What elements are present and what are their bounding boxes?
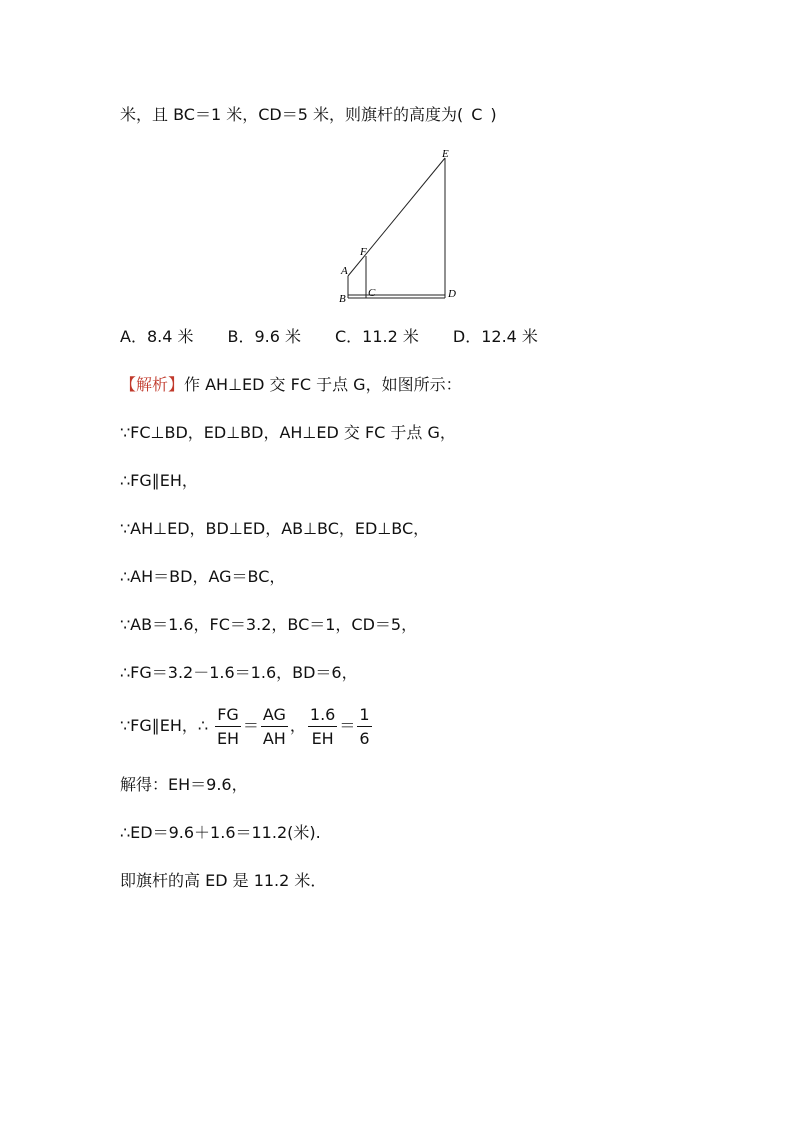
options-row — [120, 326, 572, 348]
label-a: A — [341, 265, 348, 277]
solution-line: ∵FC⊥BD，ED⊥BD，AH⊥ED 交 FC 于点 G， — [120, 423, 456, 442]
question-close: ) — [490, 105, 497, 124]
solution-result: ∴ED＝9.6＋1.6＝11.2(米). — [120, 823, 321, 842]
solution-intro-text: 作 AH⊥ED 交 FC 于点 G，如图所示： — [184, 375, 462, 394]
solution-intro — [120, 374, 462, 396]
ratio-prefix: ∵FG∥EH，∴ — [120, 716, 209, 735]
ratio-line — [120, 704, 374, 748]
option-d: D．12.4 米 — [452, 327, 538, 346]
solution-line: ∴FG∥EH， — [120, 471, 198, 490]
separator: ， — [289, 716, 306, 735]
fraction-denominator: AH — [262, 728, 286, 748]
solution-conclusion: 即旗杆的高 ED 是 11.2 米． — [120, 871, 327, 890]
solution-result: 解得：EH＝9.6， — [120, 775, 248, 794]
fraction-numerator: 1.6 — [308, 706, 337, 727]
option-c: C．11.2 米 — [335, 327, 419, 346]
fraction-1.6-eh — [308, 706, 337, 748]
solution-line: ∵AB＝1.6，FC＝3.2，BC＝1，CD＝5， — [120, 615, 418, 634]
option-a: A．8.4 米 — [120, 327, 194, 346]
fraction-denominator: EH — [311, 728, 334, 748]
label-c: C — [368, 287, 376, 299]
label-f: F — [360, 246, 367, 258]
fraction-numerator: FG — [215, 706, 241, 727]
solution-tag: 【解析】 — [120, 375, 185, 394]
label-e: E — [442, 148, 449, 160]
solution-line: ∴FG＝3.2－1.6＝1.6，BD＝6， — [120, 663, 358, 682]
label-d: D — [448, 288, 456, 300]
equals-sign: ＝ — [339, 716, 356, 735]
fraction-fg-eh — [215, 706, 241, 748]
fraction-ag-ah — [261, 706, 288, 748]
fraction-denominator: EH — [216, 728, 240, 748]
fraction-numerator: AG — [261, 706, 288, 727]
equals-sign: ＝ — [242, 716, 259, 735]
fraction-numerator: 1 — [357, 706, 371, 727]
flagpole-diagram — [330, 145, 470, 305]
answer-choice: C — [471, 105, 483, 124]
question-text: 米，且 BC＝1 米，CD＝5 米，则旗杆的高度为( — [120, 105, 464, 124]
solution-line: ∴AH＝BD，AG＝BC， — [120, 567, 286, 586]
fraction-1-6 — [357, 706, 371, 748]
label-b: B — [339, 293, 346, 305]
option-b: B．9.6 米 — [227, 327, 301, 346]
segment-ae — [348, 158, 445, 276]
solution-line: ∵AH⊥ED，BD⊥ED，AB⊥BC，ED⊥BC， — [120, 519, 430, 538]
fraction-denominator: 6 — [359, 728, 370, 748]
question-line — [120, 104, 497, 126]
